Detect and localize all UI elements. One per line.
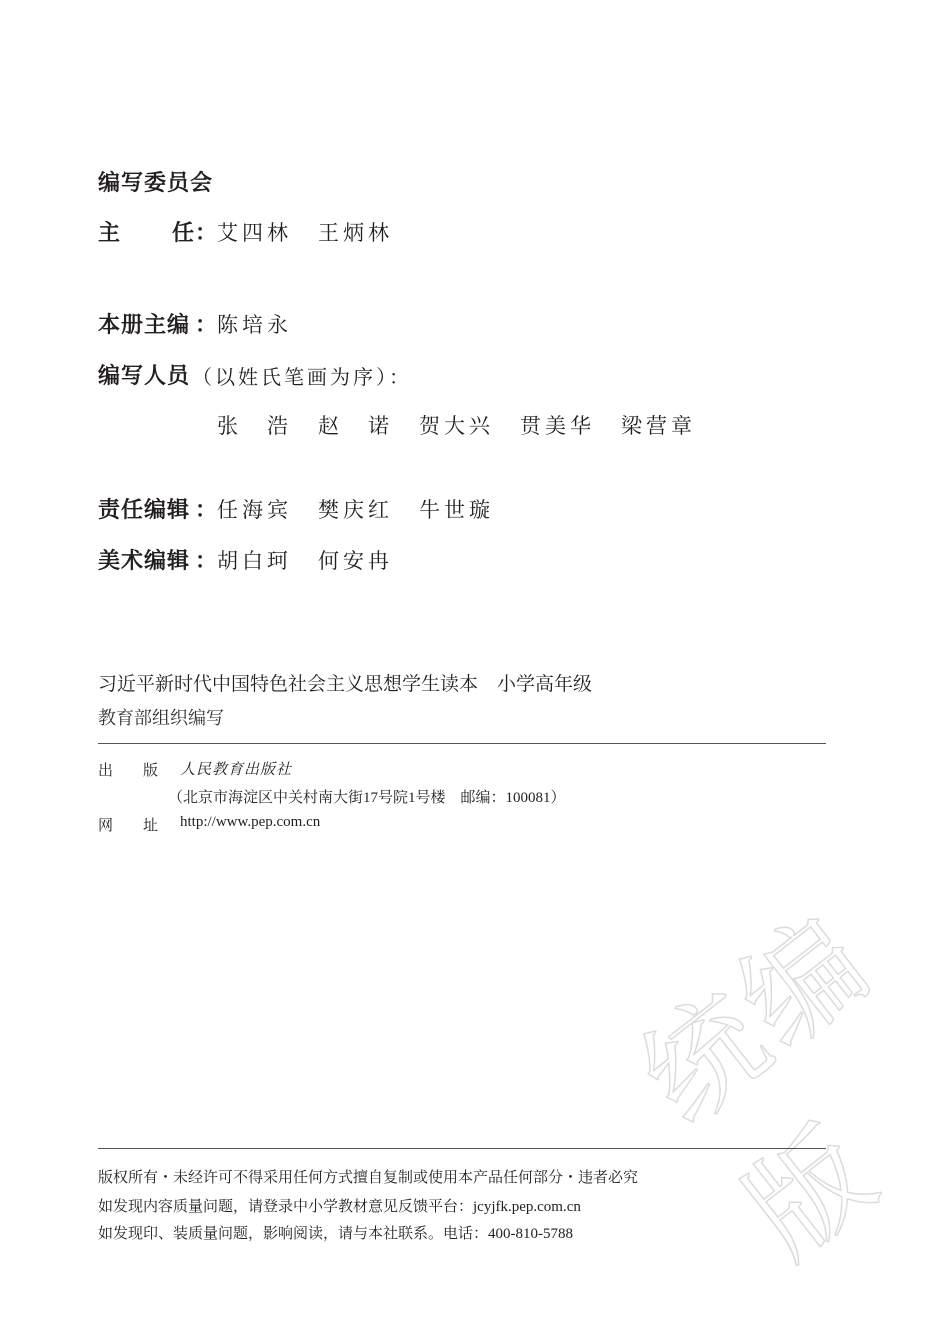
art-editor-names [217,545,393,575]
writers-label: 编写人员 [98,364,191,389]
responsible-editor-names [217,494,494,524]
writers-names [217,410,696,440]
book-organizer: 教育部组织编写 [98,708,224,729]
art-editor-name: 何安冉 [318,549,393,573]
committee-heading: 编写委员会 [98,171,214,196]
print-quality-notice: 如发现印、装质量问题，影响阅读，请与本社联系。电话：400-810-5788 [98,1226,573,1242]
publisher-address: （北京市海淀区中关村南大街17号院1号楼 邮编：100081） [168,790,566,806]
writers-order-note: （以姓氏笔画为序）： [192,365,412,389]
content-feedback-notice: 如发现内容质量问题，请登录中小学教材意见反馈平台：jcyjfk.pep.com.cn [98,1199,581,1215]
publisher-label: 出 版 [98,763,159,779]
writer-name: 赵 诺 [318,414,393,438]
volume-editor-name: 陈培永 [217,313,292,337]
writer-name: 梁营章 [621,414,696,438]
art-editor-label: 美术编辑 [98,549,191,574]
director-colon: ： [195,221,219,246]
responsible-editor-name: 任海宾 [217,498,292,522]
website-url[interactable]: http://www.pep.com.cn [180,814,321,830]
volume-editor-colon: ： [195,313,219,338]
writer-name: 贺大兴 [419,414,494,438]
website-label: 网 址 [98,818,159,834]
publisher-logotype: 人民教育出版社 [180,760,293,778]
responsible-editor-name: 樊庆红 [318,498,393,522]
responsible-editor-colon: ： [195,498,219,523]
divider-top [98,743,826,744]
director-name: 艾四林 [217,221,292,245]
book-title: 习近平新时代中国特色社会主义思想学生读本 小学高年级 [98,673,593,695]
watermark: 统编版 [616,887,904,1284]
director-name: 王炳林 [318,221,393,245]
divider-bottom [98,1148,826,1149]
volume-editor-label: 本册主编 [98,313,191,338]
writer-name: 张 浩 [217,414,292,438]
director-label-second: 任 [172,221,196,246]
copyright-notice: 版权所有・未经许可不得采用任何方式擅自复制或使用本产品任何部分・违者必究 [98,1170,639,1186]
art-editor-name: 胡白珂 [217,549,292,573]
art-editor-colon: ： [195,549,219,574]
responsible-editor-label: 责任编辑 [98,498,191,523]
director-label-first: 主 [98,221,122,246]
responsible-editor-name: 牛世璇 [419,498,494,522]
director-names [217,217,393,247]
writer-name: 贯美华 [520,414,595,438]
